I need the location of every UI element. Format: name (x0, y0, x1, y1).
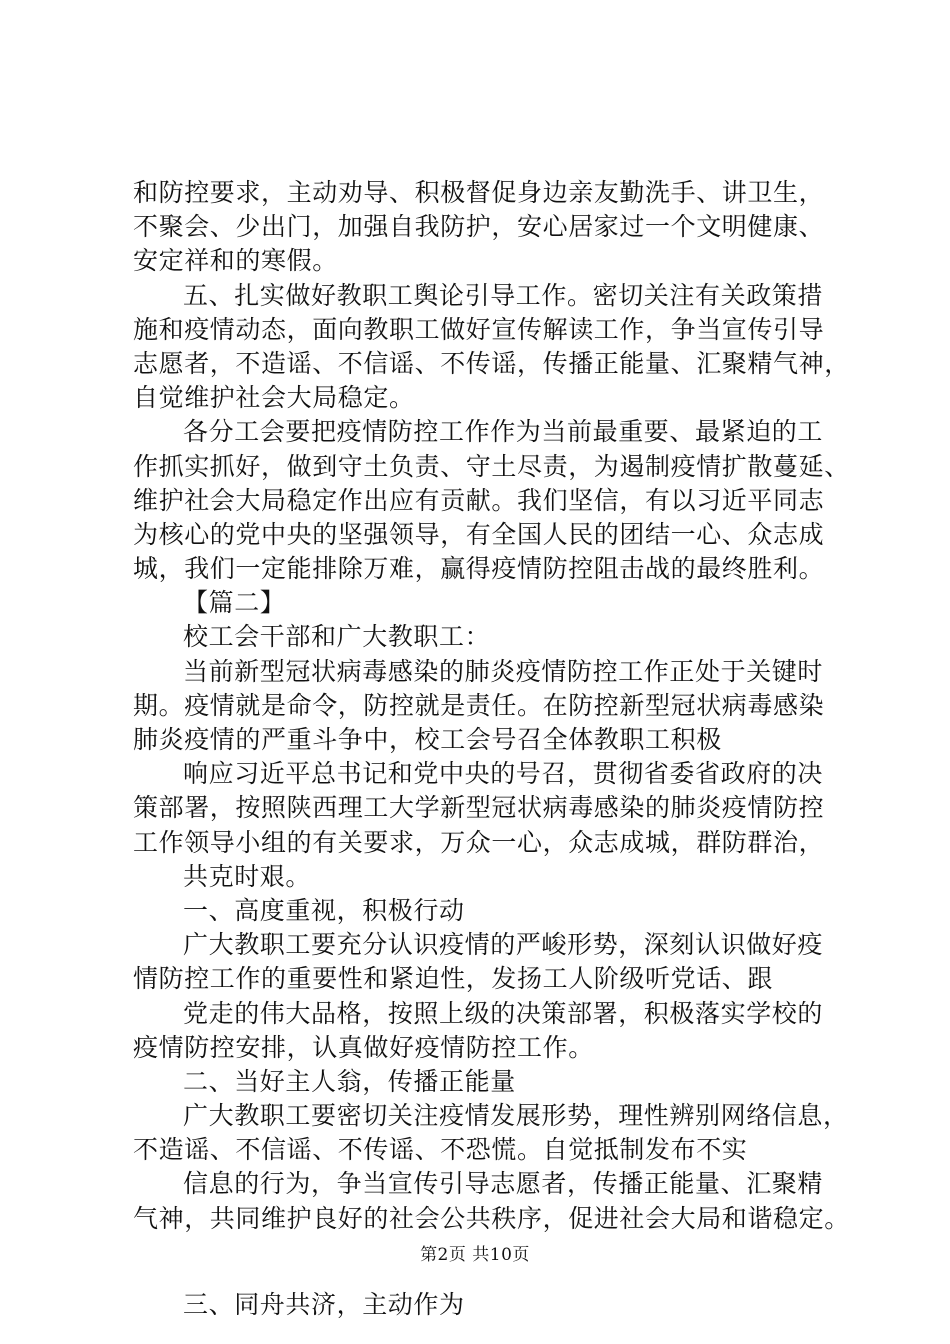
text-line: 安定祥和的寒假。 (133, 246, 338, 276)
text-line: 不聚会、少出门，加强自我防护，安心居家过一个文明健康、 (133, 212, 825, 242)
text-line: 自觉维护社会大局稳定。 (133, 383, 415, 413)
text-line: 维护社会大局稳定作出应有贡献。我们坚信，有以习近平同志 (133, 485, 825, 515)
text-line: 策部署，按照陕西理工大学新型冠状病毒感染的肺炎疫情防控 (133, 793, 825, 823)
section-heading: 一、高度重视，积极行动 (183, 895, 465, 925)
text-line: 气神，共同维护良好的社会公共秩序，促进社会大局和谐稳定。 (133, 1203, 850, 1233)
text-line: 志愿者，不造谣、不信谣、不传谣，传播正能量、汇聚精气神， (133, 348, 850, 378)
text-line: 工作领导小组的有关要求，万众一心，众志成城，群防群治， (133, 827, 825, 857)
text-line: 施和疫情动态，面向教职工做好宣传解读工作，争当宣传引导 (133, 314, 825, 344)
text-line: 共克时艰。 (183, 861, 312, 891)
text-line: 党走的伟大品格，按照上级的决策部署，积极落实学校的 (183, 998, 824, 1028)
text-line: 城，我们一定能排除万难，赢得疫情防控阻击战的最终胜利。 (133, 554, 825, 584)
page-footer: 第2页 共10页 (420, 1245, 530, 1265)
text-line: 和防控要求，主动劝导、积极督促身边亲友勤洗手、讲卫生， (133, 178, 825, 207)
text-line: 广大教职工要密切关注疫情发展形势，理性辨别网络信息， (183, 1101, 849, 1131)
text-line: 信息的行为，争当宣传引导志愿者，传播正能量、汇聚精 (183, 1169, 824, 1199)
salutation: 校工会干部和广大教职工： (183, 622, 491, 652)
text-line: 疫情防控安排，认真做好疫情防控工作。 (133, 1032, 594, 1062)
text-line: 期。疫情就是命令，防控就是责任。在防控新型冠状病毒感染 (133, 690, 825, 720)
text-line: 广大教职工要充分认识疫情的严峻形势，深刻认识做好疫 (183, 930, 824, 960)
section-heading: 二、当好主人翁，传播正能量 (183, 1066, 516, 1096)
text-line: 不造谣、不信谣、不传谣、不恐慌。自觉抵制发布不实 (133, 1135, 748, 1165)
text-line: 肺炎疫情的严重斗争中，校工会号召全体教职工积极 (133, 725, 722, 754)
text-line: 作抓实抓好，做到守土负责、守土尽责，为遏制疫情扩散蔓延、 (133, 451, 850, 481)
document-body (133, 176, 850, 1322)
text-line: 各分工会要把疫情防控工作作为当前最重要、最紧迫的工 (183, 417, 824, 447)
text-line: 当前新型冠状病毒感染的肺炎疫情防控工作正处于关键时 (183, 656, 824, 686)
text-line: 五、扎实做好教职工舆论引导工作。密切关注有关政策措 (183, 280, 824, 310)
section-heading: 【篇二】 (183, 588, 286, 618)
text-line: 情防控工作的重要性和紧迫性，发扬工人阶级听党话、跟 (133, 964, 774, 994)
text-line: 响应习近平总书记和党中央的号召，贯彻省委省政府的决 (183, 759, 824, 789)
text-line: 为核心的党中央的坚强领导，有全国人民的团结一心、众志成 (133, 519, 825, 549)
section-heading: 三、同舟共济，主动作为 (183, 1289, 465, 1319)
